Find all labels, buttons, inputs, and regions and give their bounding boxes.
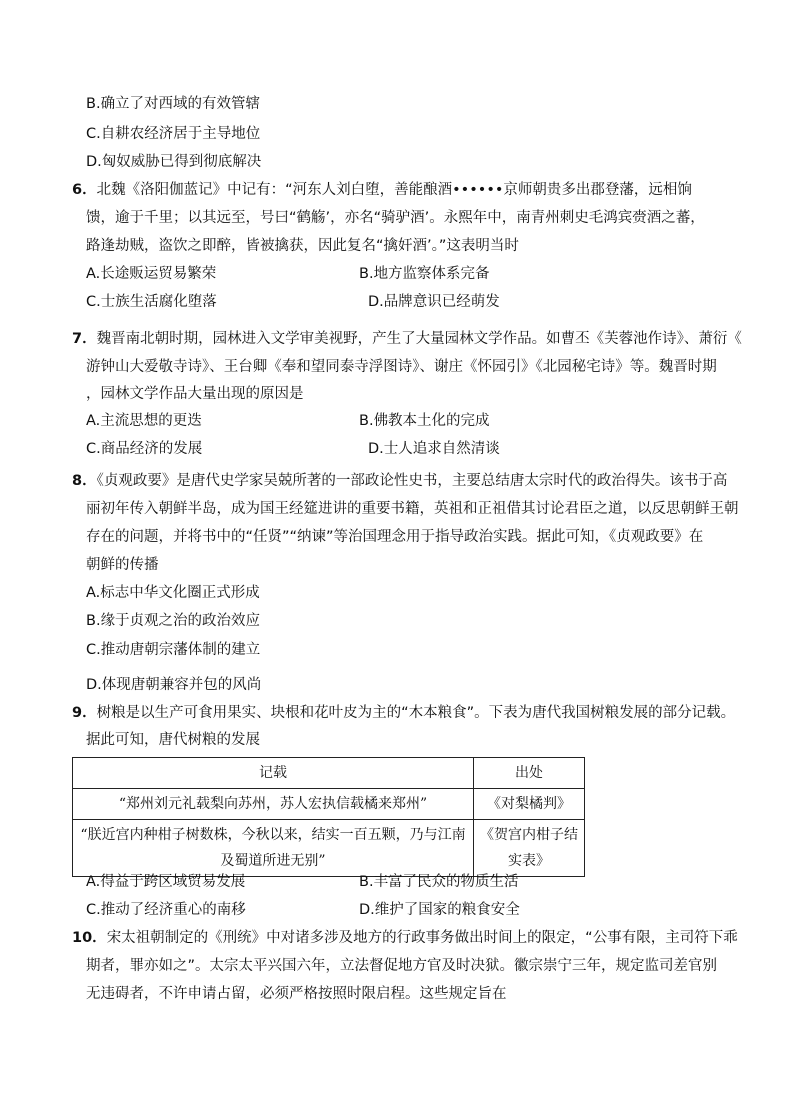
prev-option-b[interactable]: B.确立了对西域的有效管辖 <box>86 96 261 112</box>
q8-number: 8． <box>72 473 97 489</box>
q7-option-d[interactable]: D.士人追求自然清谈 <box>368 441 500 457</box>
q7-line-2: 游钟山大爱敬寺诗》、王台卿《奉和望同泰寺浮图诗》、谢庄《怀园引》《北园秘宅诗》等。魏晋时期 <box>86 359 717 375</box>
q6-line-2: 馈，逾于千里；以其远至，号曰“鹤觞’，亦名“骑驴酒’。永熙年中，南青州刺史毛鸿宾赍酒之蕃， <box>86 210 705 226</box>
q9-option-c[interactable]: C.推动了经济重心的南移 <box>86 902 246 918</box>
q8-option-b[interactable]: B.缘于贞观之治的政治效应 <box>86 613 261 629</box>
q6-line-1: 6．北魏《洛阳伽蓝记》中记有：“河东人刘白堕，善能酿酒••••••京师朝贵多出郡登藩，远相饷 <box>72 182 692 198</box>
q9-option-d[interactable]: D.维护了国家的粮食安全 <box>359 902 520 918</box>
q6-option-b[interactable]: B.地方监察体系完备 <box>359 266 490 282</box>
q7-option-b[interactable]: B.佛教本土化的完成 <box>359 413 490 429</box>
q10-line-1: 10．宋太祖朝制定的《刑统》中对诸多涉及地方的行政事务做出时间上的限定，“公事有限，主司符下乖 <box>72 930 738 946</box>
q8-option-c[interactable]: C.推动唐朝宗藩体制的建立 <box>86 642 261 658</box>
q7-option-a[interactable]: A.主流思想的更迭 <box>86 413 202 429</box>
q8-line-2: 丽初年传入朝鲜半岛，成为国王经筵进讲的重要书籍，英祖和正祖借其讨论君臣之道，以反思朝鲜王朝 <box>86 501 739 517</box>
q6-line-3: 路逢劫贼，盗饮之即醉，皆被擒获，因此复名“擒奸酒’。”这表明当时 <box>86 238 519 254</box>
q7-line-3: ，园林文学作品大量出现的原因是 <box>86 386 304 402</box>
q8-option-a[interactable]: A.标志中华文化圈正式形成 <box>86 585 260 601</box>
q10-line-3: 无违碍者，不许申请占留，必须严格按照时限启程。这些规定旨在 <box>86 986 507 1002</box>
table-row <box>73 820 585 877</box>
prev-option-c[interactable]: C.自耕农经济居于主导地位 <box>86 126 261 142</box>
table-cell-record: “朕近宫内种柑子树数株，今秋以来，结实一百五颗，乃与江南 及蜀道所进无别” <box>73 820 474 877</box>
q7-option-c[interactable]: C.商品经济的发展 <box>86 441 203 457</box>
q6-option-c[interactable]: C.士族生活腐化堕落 <box>86 294 217 310</box>
q9-line-1: 9．树粮是以生产可食用果实、块根和花叶皮为主的“木本粮食”。下表为唐代我国树粮发展的部分记载。 <box>72 705 736 721</box>
prev-option-d[interactable]: D.匈奴威胁已得到彻底解决 <box>86 154 262 170</box>
table-cell-record: “郑州刘元礼载梨向苏州，苏人宏执信载橘来郑州” <box>73 789 474 820</box>
table-header-record: 记载 <box>73 758 474 789</box>
q6-option-a[interactable]: A.长途贩运贸易繁荣 <box>86 266 217 282</box>
table-header-row <box>73 758 585 789</box>
q8-line-1: 8．《贞观政要》是唐代史学家吴兢所著的一部政论性史书，主要总结唐太宗时代的政治得失。该书于高 <box>72 473 728 489</box>
q10-number: 10． <box>72 930 107 946</box>
q8-line-4: 朝鲜的传播 <box>86 557 159 573</box>
q9-table <box>72 757 585 877</box>
q10-line-2: 期者，罪亦如之”。太宗太平兴国六年，立法督促地方官及时决狱。徽宗崇宁三年，规定监司差官别 <box>86 958 718 974</box>
table-cell-source: 《贺宫内柑子结 实表》 <box>474 820 585 877</box>
q9-line-2: 据此可知，唐代树粮的发展 <box>86 732 260 748</box>
q6-number: 6． <box>72 182 97 198</box>
q6-option-d[interactable]: D.品牌意识已经萌发 <box>368 294 500 310</box>
q9-option-a[interactable]: A.得益于跨区域贸易发展 <box>86 874 246 890</box>
q8-option-d[interactable]: D.体现唐朝兼容并包的风尚 <box>86 677 262 693</box>
q9-option-b[interactable]: B.丰富了民众的物质生活 <box>359 874 519 890</box>
table-header-source: 出处 <box>474 758 585 789</box>
table-cell-source: 《对梨橘判》 <box>474 789 585 820</box>
table-row <box>73 789 585 820</box>
q8-line-3: 存在的问题，并将书中的“任贤”“纳谏”等治国理念用于指导政治实践。据此可知，《贞观政要》在 <box>86 529 704 545</box>
q7-line-1: 7．魏晋南北朝时期，园林进入文学审美视野，产生了大量园林文学作品。如曹丕《芙蓉池作诗》、萧衍《 <box>72 331 742 347</box>
q7-number: 7． <box>72 331 97 347</box>
q9-number: 9． <box>72 705 97 721</box>
